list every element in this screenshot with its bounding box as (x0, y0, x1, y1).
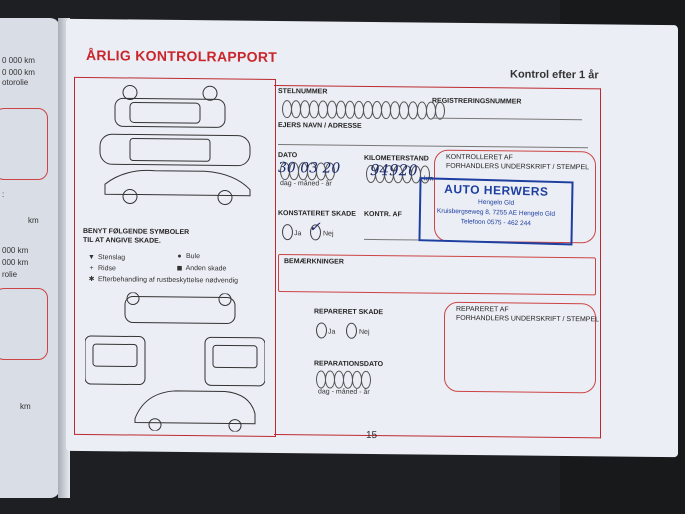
konstateret-ja-option[interactable] (282, 224, 293, 240)
report-form (274, 85, 601, 438)
konstateret-ja-label: Ja (294, 230, 302, 238)
kilometerstand-value: 94920 (370, 160, 418, 180)
checkmark-icon: ✓ (309, 219, 321, 236)
stamp-line: Kruisbergseweg 8, 7255 AE Hengelo Gld (436, 207, 556, 218)
bemaerkninger-label: BEMÆRKNINGER (284, 258, 344, 266)
repareret-af-label: REPARERET AF (456, 305, 509, 314)
konstateret-skade-label: KONSTATERET SKADE (278, 210, 356, 218)
dato-value: 30 03 20 (278, 160, 341, 177)
stamp-line: Telefoon 0575 - 462 244 (460, 218, 531, 228)
plus-icon: + (89, 265, 94, 273)
left-box (0, 288, 48, 360)
repareret-nej-label: Nej (359, 328, 370, 336)
stamp-line: Hengelo Gld (478, 198, 515, 207)
stelnummer-label: STELNUMMER (278, 88, 328, 96)
legend-item-bule: ● Bule (175, 253, 200, 260)
left-page-edge (0, 18, 60, 498)
left-box (0, 108, 48, 180)
forhandlers-underskrift-label: FORHANDLERS UNDERSKRIFT / STEMPEL (446, 162, 590, 172)
kontr-af-label: KONTR. AF (364, 210, 402, 219)
kilometerstand-label: KILOMETERSTAND (364, 154, 429, 163)
legend-heading: BENYT FØLGENDE SYMBOLER (83, 227, 190, 237)
legend-heading: TIL AT ANGIVE SKADE. (83, 236, 161, 245)
dato-label: DATO (278, 152, 298, 160)
stelnummer-field[interactable] (282, 100, 444, 120)
legend-item-stenslag: ▼ Stenslag (88, 254, 126, 262)
km-unit: km (424, 175, 434, 183)
left-line: 0 000 km (2, 68, 35, 77)
repareret-nej-option[interactable] (346, 323, 357, 339)
legend-item-rustbeskyttelse: ✱ Efterbehandling af rustbeskyttelse nødvendig (88, 276, 239, 285)
ejers-navn-field[interactable] (278, 144, 588, 148)
repareret-skade-label: REPARERET SKADE (314, 308, 384, 317)
ejers-navn-label: EJERS NAVN / ADRESSE (278, 122, 362, 130)
left-line: 0 000 km (2, 56, 35, 65)
car-bottom-diagram (85, 292, 265, 432)
dealer-stamp (418, 177, 573, 245)
page-title: ÅRLIG KONTROLRAPPORT (86, 47, 278, 66)
reparationsdato-field[interactable] (316, 370, 370, 389)
registreringsnummer-field[interactable] (432, 118, 582, 121)
square-icon: ◼ (176, 264, 183, 273)
left-line: 000 km (2, 258, 29, 267)
left-line: 000 km (2, 246, 29, 255)
left-line: km (28, 216, 39, 225)
asterisk-icon: ✱ (88, 276, 95, 284)
triangle-icon: ▼ (88, 254, 95, 262)
report-page (66, 19, 678, 457)
car-top-diagram (85, 84, 265, 206)
legend-item-anden-skade: ◼ Anden skade (176, 264, 227, 273)
left-line: km (20, 402, 31, 411)
dato-caption: dag - måned - år (280, 180, 332, 188)
repareret-forhandler-label: FORHANDLERS UNDERSKRIFT / STEMPEL (456, 314, 600, 324)
dot-icon: ● (177, 252, 182, 261)
reparationsdato-caption: dag - måned - år (318, 388, 370, 396)
left-line: rolie (2, 270, 18, 279)
reparationsdato-label: REPARATIONSDATO (314, 360, 384, 369)
kontrolleret-af-label: KONTROLLERET AF (446, 153, 513, 162)
registreringsnummer-label: REGISTRERINGSNUMMER (432, 97, 522, 106)
page-number: 15 (366, 429, 378, 442)
left-line: : (2, 190, 5, 199)
legend-item-ridse: + Ridse (87, 265, 116, 272)
konstateret-nej-label: Nej (323, 230, 334, 238)
page-subtitle: Kontrol efter 1 år (510, 68, 599, 82)
repareret-ja-option[interactable] (316, 322, 327, 338)
repareret-ja-label: Ja (328, 328, 336, 336)
left-line: otorolie (2, 78, 29, 87)
car-diagram-frame (74, 77, 276, 437)
stamp-name: AUTO HERWERS (444, 181, 549, 199)
